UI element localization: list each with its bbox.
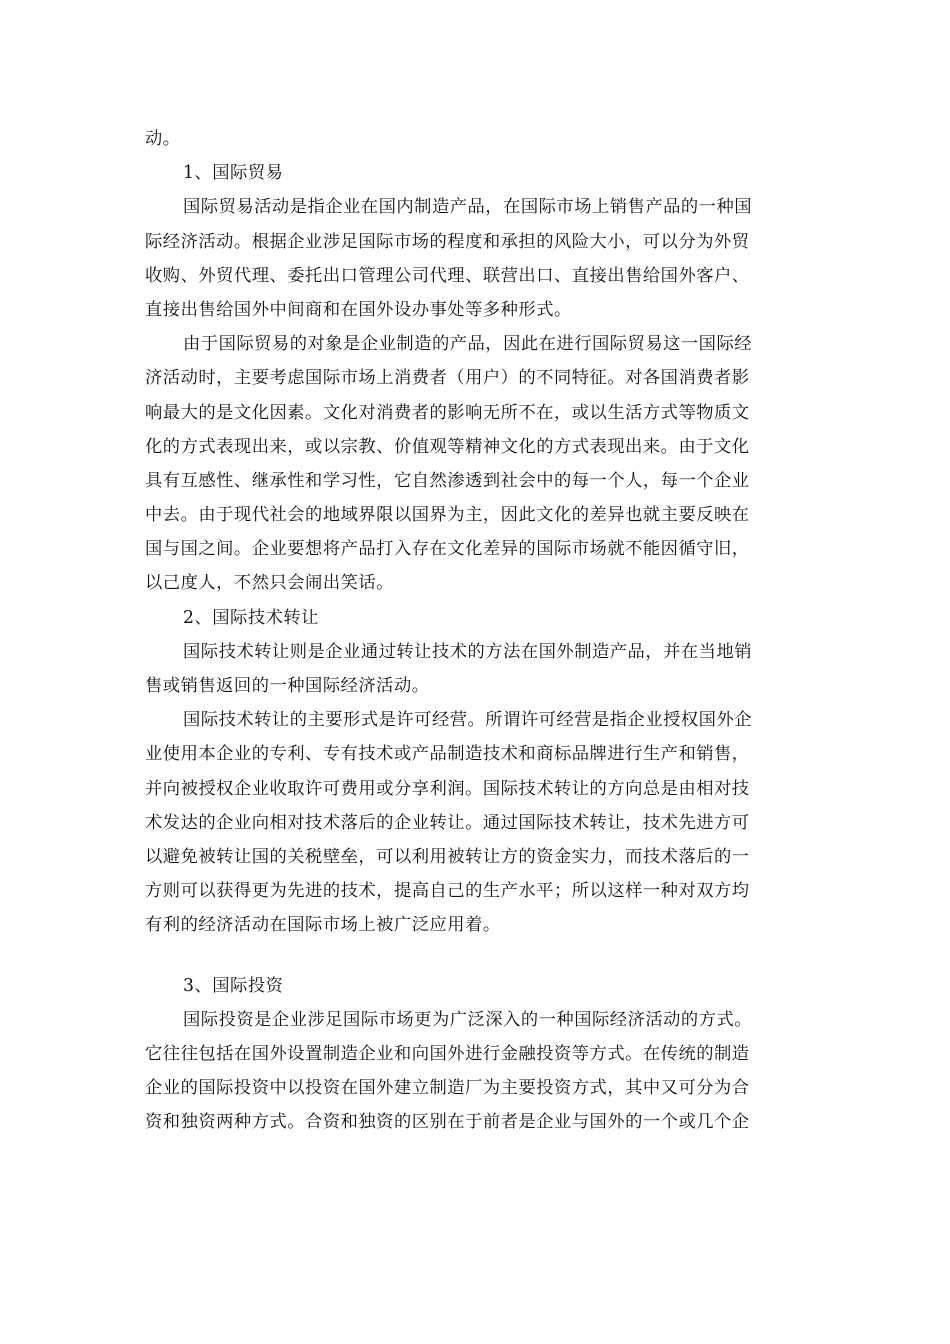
text-line: 国与国之间。企业要想将产品打入存在文化差异的国际市场就不能因循守旧，	[145, 539, 750, 560]
text-line: 以避免被转让国的关税壁垒，可以利用被转让方的资金实力，而技术落后的一	[145, 846, 750, 867]
text-line: 2、国际技术转让	[183, 607, 319, 628]
text-line: 际经济活动。根据企业涉足国际市场的程度和承担的风险大小，可以分为外贸	[145, 231, 750, 252]
text-line: 业使用本企业的专利、专有技术或产品制造技术和商标品牌进行生产和销售，	[145, 744, 750, 765]
text-line: 方则可以获得更为先进的技术，提高自己的生产水平；所以这样一种对双方均	[145, 881, 750, 902]
text-line: 中去。由于现代社会的地域界限以国界为主，因此文化的差异也就主要反映在	[145, 505, 750, 526]
text-line: 术发达的企业向相对技术落后的企业转让。通过国际技术转让，技术先进方可	[145, 812, 750, 833]
paragraph-spacer	[145, 943, 805, 969]
text-line: 企业的国际投资中以投资在国外建立制造厂为主要投资方式，其中又可分为合	[145, 1078, 750, 1099]
text-line: 收购、外贸代理、委托出口管理公司代理、联营出口、直接出售给国外客户、	[145, 265, 750, 286]
text-line: 1、国际贸易	[183, 163, 284, 184]
text-line: 并向被授权企业收取许可费用或分享利润。国际技术转让的方向总是由相对技	[145, 778, 750, 799]
text-line: 化的方式表现出来，或以宗教、价值观等精神文化的方式表现出来。由于文化	[145, 436, 750, 457]
text-line: 有利的经济活动在国际市场上被广泛应用着。	[145, 915, 501, 936]
text-line: 国际投资是企业涉足国际市场更为广泛深入的一种国际经济活动的方式。	[183, 1009, 753, 1030]
document-body	[145, 122, 805, 1139]
text-line: 资和独资两种方式。合资和独资的区别在于前者是企业与国外的一个或几个企	[145, 1112, 750, 1133]
text-line: 3、国际投资	[183, 975, 284, 996]
text-line: 它往往包括在国外设置制造企业和向国外进行金融投资等方式。在传统的制造	[145, 1043, 750, 1064]
text-line: 动。	[145, 129, 181, 149]
text-line: 国际技术转让则是企业通过转让技术的方法在国外制造产品，并在当地销	[183, 641, 753, 662]
text-line: 响最大的是文化因素。文化对消费者的影响无所不在，或以生活方式等物质文	[145, 402, 750, 423]
text-line: 国际贸易活动是指企业在国内制造产品，在国际市场上销售产品的一种国	[183, 197, 753, 218]
text-line: 济活动时，主要考虑国际市场上消费者（用户）的不同特征。对各国消费者影	[145, 368, 750, 389]
text-line: 具有互感性、继承性和学习性，它自然渗透到社会中的每一个人，每一个企业	[145, 470, 750, 491]
text-line: 国际技术转让的主要形式是许可经营。所谓许可经营是指企业授权国外企	[183, 710, 753, 731]
text-line: 直接出售给国外中间商和在国外设办事处等多种形式。	[145, 299, 572, 320]
text-line: 售或销售返回的一种国际经济活动。	[145, 676, 430, 696]
text-line: 由于国际贸易的对象是企业制造的产品，因此在进行国际贸易这一国际经	[183, 334, 753, 355]
text-line: 以己度人，不然只会闹出笑话。	[145, 573, 394, 594]
